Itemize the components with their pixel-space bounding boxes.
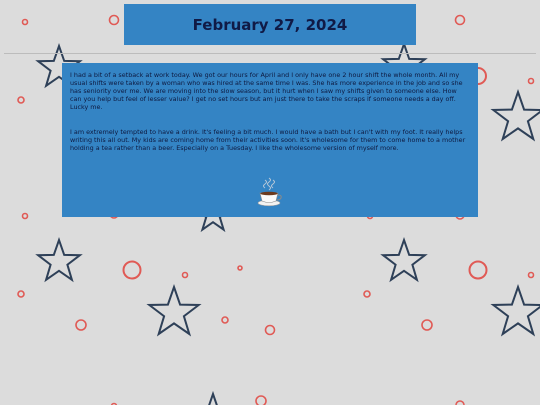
circle-ornament [18,97,24,103]
star-icon [493,287,540,334]
circle-ornament [222,317,228,323]
circle-ornament [238,266,242,270]
divider [4,53,536,54]
circle-ornament [266,326,275,335]
circle-ornament [456,401,464,405]
circle-ornament [422,320,432,330]
date-header [124,4,416,45]
circle-ornament [529,79,534,84]
circle-ornament [23,214,28,219]
star-icon [383,240,425,280]
circle-ornament [456,16,465,25]
star-icon [38,240,80,280]
star-icon [149,287,198,334]
star-icon [493,92,540,139]
page-title: February 27, 2024 [192,15,348,34]
entry-paragraph: I am extremely tempted to have a drink. It's feeling a bit much. I would have a bath but I can't with my foot. It really helps writing this all out. My kids are coming home from their activities soon. It's wholesome for them to come home to a mother holding a tea rather than a beer. Especially on a Tuesday. I like the wholesome version of myself more. [70,128,466,153]
circle-ornament [364,291,370,297]
circle-ornament [124,262,141,279]
circle-ornament [529,273,534,278]
circle-ornament [470,262,487,279]
circle-ornament [183,273,188,278]
entry-paragraph: I had a bit of a setback at work today. We got our hours for April and I only have one 2 hour shift the whole month. All my usual shifts were taken by a woman who was hired at the same time I was. She has more experience in the job and so she has seniority over me. We are moving into the slow season, but it hurt when I saw my shifts given to someone else. How can you help but feel of lesser value? I get no set hours but am just there to take the scraps if someone needs a day off. Lucky me. [70,71,463,112]
circle-ornament [256,396,266,405]
circle-ornament [23,20,28,25]
circle-ornament [18,291,24,297]
star-icon [196,394,230,405]
journal-entry-panel [62,63,478,217]
circle-ornament [76,320,86,330]
hot-beverage-icon [256,177,282,207]
circle-ornament [110,16,119,25]
